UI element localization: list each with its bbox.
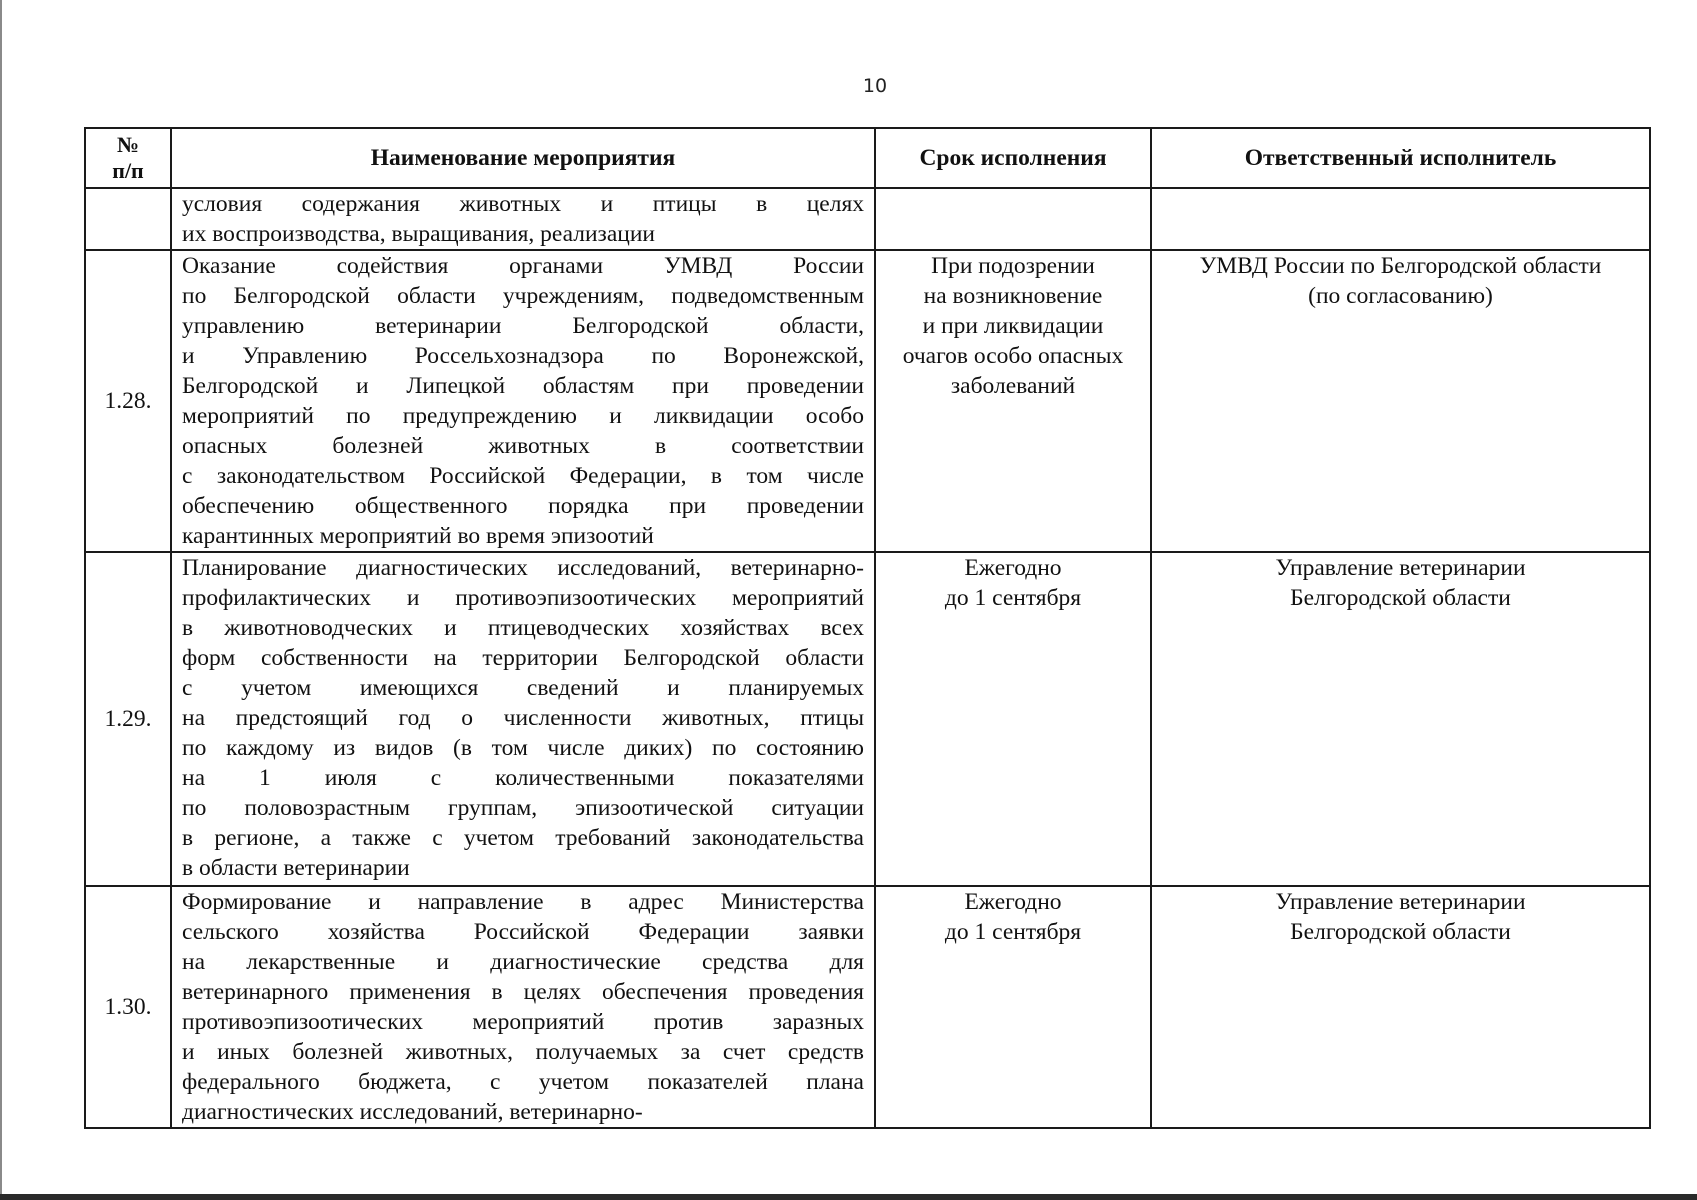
event-name-line: опасных болезней животных в соответствии	[182, 433, 864, 459]
event-name-line: карантинных мероприятий во время эпизоотий	[182, 523, 654, 549]
event-name-line: сельского хозяйства Российской Федерации заявки	[182, 919, 864, 945]
event-name-line: федерального бюджета, с учетом показателей плана	[182, 1069, 864, 1095]
event-term	[875, 886, 1151, 1128]
event-term-line: заболеваний	[950, 373, 1076, 399]
event-name-line: профилактических и противоэпизоотических мероприятий	[182, 585, 864, 611]
table-row	[85, 250, 1650, 552]
event-name-line: ветеринарного применения в целях обеспечения проведения	[182, 979, 864, 1005]
scan-bottom-edge	[0, 1194, 1697, 1200]
event-name	[171, 552, 875, 886]
event-name-line: на 1 июля с количественными показателями	[182, 765, 864, 791]
event-name-line: Планирование диагностических исследований, ветеринарно-	[182, 555, 864, 581]
event-name-line: их воспроизводства, выращивания, реализации	[182, 221, 655, 247]
table-row	[85, 552, 1650, 886]
event-name-line: диагностических исследований, ветеринарно-	[182, 1099, 643, 1125]
row-number: 1.29.	[85, 552, 171, 886]
header-term: Срок исполнения	[875, 128, 1151, 188]
event-term-line: Ежегодно	[964, 889, 1062, 915]
event-name-line: по каждому из видов (в том числе диких) по состоянию	[182, 735, 864, 761]
event-name-line: обеспечению общественного порядка при проведении	[182, 493, 864, 519]
event-term	[875, 552, 1151, 886]
event-name-line: форм собственности на территории Белгородской области	[182, 645, 864, 671]
event-name	[171, 188, 875, 250]
event-name-line: управлению ветеринарии Белгородской области,	[182, 313, 864, 339]
event-term-line: и при ликвидации	[922, 313, 1104, 339]
event-term	[875, 188, 1151, 250]
event-name-line: противоэпизоотических мероприятий против заразных	[182, 1009, 864, 1035]
event-name-line: Формирование и направление в адрес Министерства	[182, 889, 864, 915]
row-number	[85, 188, 171, 250]
event-name-line: по Белгородской области учреждениям, подведомственным	[182, 283, 864, 309]
event-name-line: в регионе, а также с учетом требований законодательства	[182, 825, 864, 851]
table-header-row	[85, 128, 1650, 188]
event-responsible	[1151, 250, 1650, 552]
event-responsible	[1151, 552, 1650, 886]
event-name-line: Белгородской и Липецкой областям при проведении	[182, 373, 864, 399]
event-responsible-line: Белгородской области	[1290, 585, 1511, 611]
event-responsible-line: Белгородской области	[1290, 919, 1511, 945]
table-row	[85, 886, 1650, 1128]
event-responsible	[1151, 188, 1650, 250]
row-number: 1.28.	[85, 250, 171, 552]
event-name-line: в животноводческих и птицеводческих хозяйствах всех	[182, 615, 864, 641]
row-number: 1.30.	[85, 886, 171, 1128]
event-responsible-line: УМВД России по Белгородской области	[1199, 253, 1602, 279]
event-responsible-line: Управление ветеринарии	[1275, 555, 1526, 581]
event-term-line: на возникновение	[923, 283, 1103, 309]
event-name-line: и иных болезней животных, получаемых за счет средств	[182, 1039, 864, 1065]
event-responsible-line: Управление ветеринарии	[1275, 889, 1526, 915]
events-table	[84, 127, 1651, 1129]
header-responsible: Ответственный исполнитель	[1151, 128, 1650, 188]
scan-left-edge	[0, 0, 2, 1200]
event-term-line: При подозрении	[931, 253, 1095, 279]
event-name-line: Оказание содействия органами УМВД России	[182, 253, 864, 279]
event-responsible-line: (по согласованию)	[1308, 283, 1493, 309]
event-name	[171, 250, 875, 552]
event-name-line: на предстоящий год о численности животных, птицы	[182, 705, 864, 731]
event-term-line: очагов особо опасных	[902, 343, 1124, 369]
event-term-line: до 1 сентября	[944, 919, 1082, 945]
event-name-line: с законодательством Российской Федерации, в том числе	[182, 463, 864, 489]
event-name-line: по половозрастным группам, эпизоотической ситуации	[182, 795, 864, 821]
event-name-line: и Управлению Россельхознадзора по Воронежской,	[182, 343, 864, 369]
event-responsible	[1151, 886, 1650, 1128]
event-name-line: условия содержания животных и птицы в целях	[182, 191, 864, 217]
event-term	[875, 250, 1151, 552]
header-number-line: п/п	[112, 158, 144, 183]
header-name: Наименование мероприятия	[171, 128, 875, 188]
event-name	[171, 886, 875, 1128]
event-name-line: в области ветеринарии	[182, 855, 410, 881]
table-row	[85, 188, 1650, 250]
event-name-line: с учетом имеющихся сведений и планируемых	[182, 675, 864, 701]
event-term-line: до 1 сентября	[944, 585, 1082, 611]
event-name-line: мероприятий по предупреждению и ликвидации особо	[182, 403, 864, 429]
header-number	[85, 128, 171, 188]
page-number: 10	[862, 75, 888, 97]
header-number-line: №	[116, 132, 140, 157]
event-name-line: на лекарственные и диагностические средства для	[182, 949, 864, 975]
event-term-line: Ежегодно	[964, 555, 1062, 581]
